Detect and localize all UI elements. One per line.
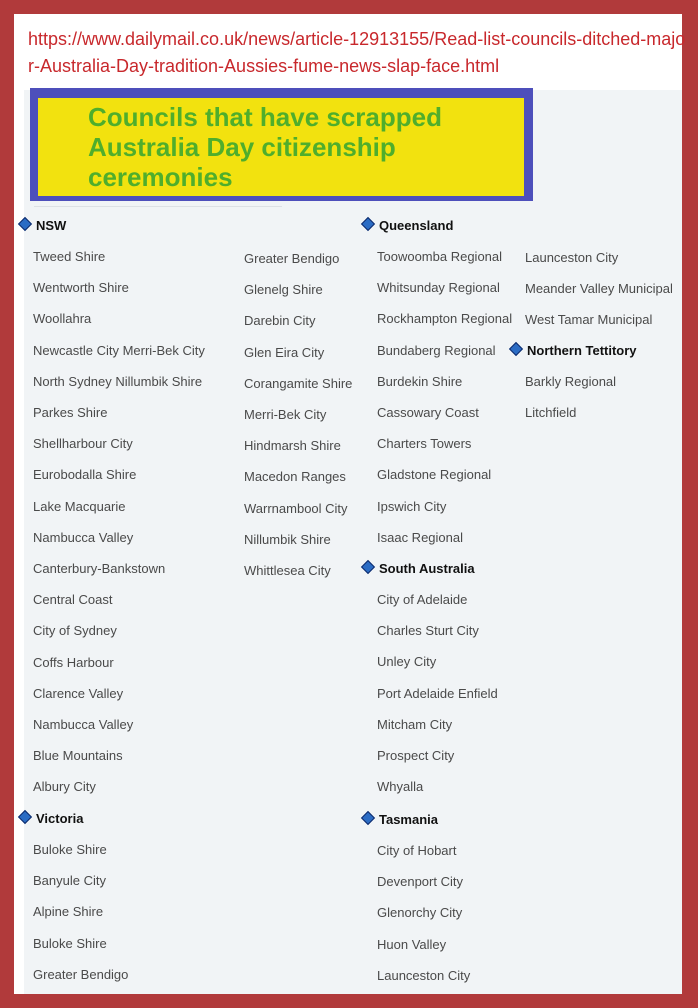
council-item: Cassowary Coast	[377, 405, 479, 420]
council-item: Corangamite Shire	[244, 375, 353, 391]
council-item: Unley City	[377, 654, 437, 670]
council-item: Banyule City	[33, 873, 106, 889]
council-item: Huon Valley	[377, 936, 447, 952]
council-item: Glen Eira City	[244, 344, 325, 360]
heading-victoria: Victoria	[20, 811, 83, 827]
bottom-bar	[14, 994, 682, 998]
council-item: Barkly Regional	[525, 374, 617, 389]
council-item: Blue Mountains	[33, 748, 123, 764]
council-item: Launceston City	[525, 250, 619, 265]
council-item: Eurobodalla Shire	[33, 467, 137, 483]
content-panel	[14, 90, 682, 994]
council-item: Port Adelaide Enfield	[377, 685, 498, 701]
council-item: Greater Bendigo	[33, 966, 129, 982]
council-item: Shellharbour City	[33, 436, 133, 452]
council-item: Tweed Shire	[33, 249, 106, 264]
council-item: City of Hobart	[377, 843, 457, 858]
council-item: Nillumbik Shire	[244, 531, 331, 547]
council-item: Albury City	[33, 779, 96, 795]
diamond-bullet-icon	[18, 810, 32, 824]
diamond-bullet-icon	[361, 560, 375, 574]
council-item: Whitsunday Regional	[377, 280, 500, 296]
council-item: Launceston City	[377, 967, 471, 983]
council-item: Charles Sturt City	[377, 623, 479, 639]
council-item: Newcastle City Merri-Bek City	[33, 342, 205, 358]
diamond-bullet-icon	[509, 342, 523, 356]
council-item: Glenelg Shire	[244, 282, 323, 298]
source-url: https://www.dailymail.co.uk/news/article-12913155/Read-list-councils-ditched-major-Australia-Day-tradition-Aussies-fume-news-slap-face.html	[28, 29, 686, 76]
council-item: Whyalla	[377, 779, 424, 795]
council-item: City of Sydney	[33, 623, 117, 639]
council-item: Gladstone Regional	[377, 467, 492, 483]
council-item: Nambucca Valley	[33, 717, 134, 732]
council-item: Wentworth Shire	[33, 280, 129, 296]
council-item: Greater Bendigo	[244, 251, 340, 266]
council-item: Burdekin Shire	[377, 373, 463, 389]
council-item: Whittlesea City	[244, 563, 331, 578]
council-item: Hindmarsh Shire	[244, 438, 341, 454]
council-item: Rockhampton Regional	[377, 311, 513, 327]
council-item: Alpine Shire	[33, 904, 104, 920]
page-title: Councils that have scrapped Australia Day citizenship ceremonies	[88, 102, 442, 192]
diamond-bullet-icon	[361, 217, 375, 231]
council-item: Devenport City	[377, 874, 463, 890]
council-item: Darebin City	[244, 313, 316, 329]
council-item: City of Adelaide	[377, 592, 468, 607]
council-item: Meander Valley Municipal	[525, 281, 673, 297]
council-item: Mitcham City	[377, 716, 453, 732]
council-item: Canterbury-Bankstown	[33, 561, 166, 576]
council-item: Buloke Shire	[33, 842, 107, 857]
council-item: Toowoomba Regional	[377, 249, 503, 264]
diamond-bullet-icon	[18, 217, 32, 231]
council-item: Nambucca Valley	[33, 529, 134, 545]
council-item: Lake Macquarie	[33, 498, 126, 514]
council-item: Central Coast	[33, 592, 113, 608]
council-item: Buloke Shire	[33, 935, 107, 951]
council-item: Litchfield	[525, 405, 577, 421]
url-box	[14, 14, 686, 90]
council-item: West Tamar Municipal	[525, 312, 653, 328]
heading-nsw: NSW	[20, 218, 66, 234]
divider	[34, 206, 282, 207]
diamond-bullet-icon	[361, 811, 375, 825]
council-item: North Sydney Nillumbik Shire	[33, 373, 203, 389]
council-item: Clarence Valley	[33, 685, 124, 701]
council-item: Woollahra	[33, 311, 92, 327]
council-item: Ipswich City	[377, 498, 447, 514]
council-item: Parkes Shire	[33, 405, 108, 420]
council-item: Glenorchy City	[377, 905, 463, 921]
council-item: Bundaberg Regional	[377, 342, 496, 358]
heading-tasmania: Tasmania	[363, 812, 438, 828]
heading-south-australia: South Australia	[363, 561, 475, 577]
council-item: Coffs Harbour	[33, 654, 114, 670]
council-item: Prospect City	[377, 748, 455, 763]
heading-northern-territory: Northern Tettitory	[511, 343, 637, 359]
council-item: Isaac Regional	[377, 529, 463, 545]
council-item: Merri-Bek City	[244, 407, 327, 422]
heading-queensland: Queensland	[363, 218, 453, 234]
council-item: Macedon Ranges	[244, 469, 346, 485]
council-item: Charters Towers	[377, 436, 472, 452]
council-item: Warrnambool City	[244, 500, 348, 516]
